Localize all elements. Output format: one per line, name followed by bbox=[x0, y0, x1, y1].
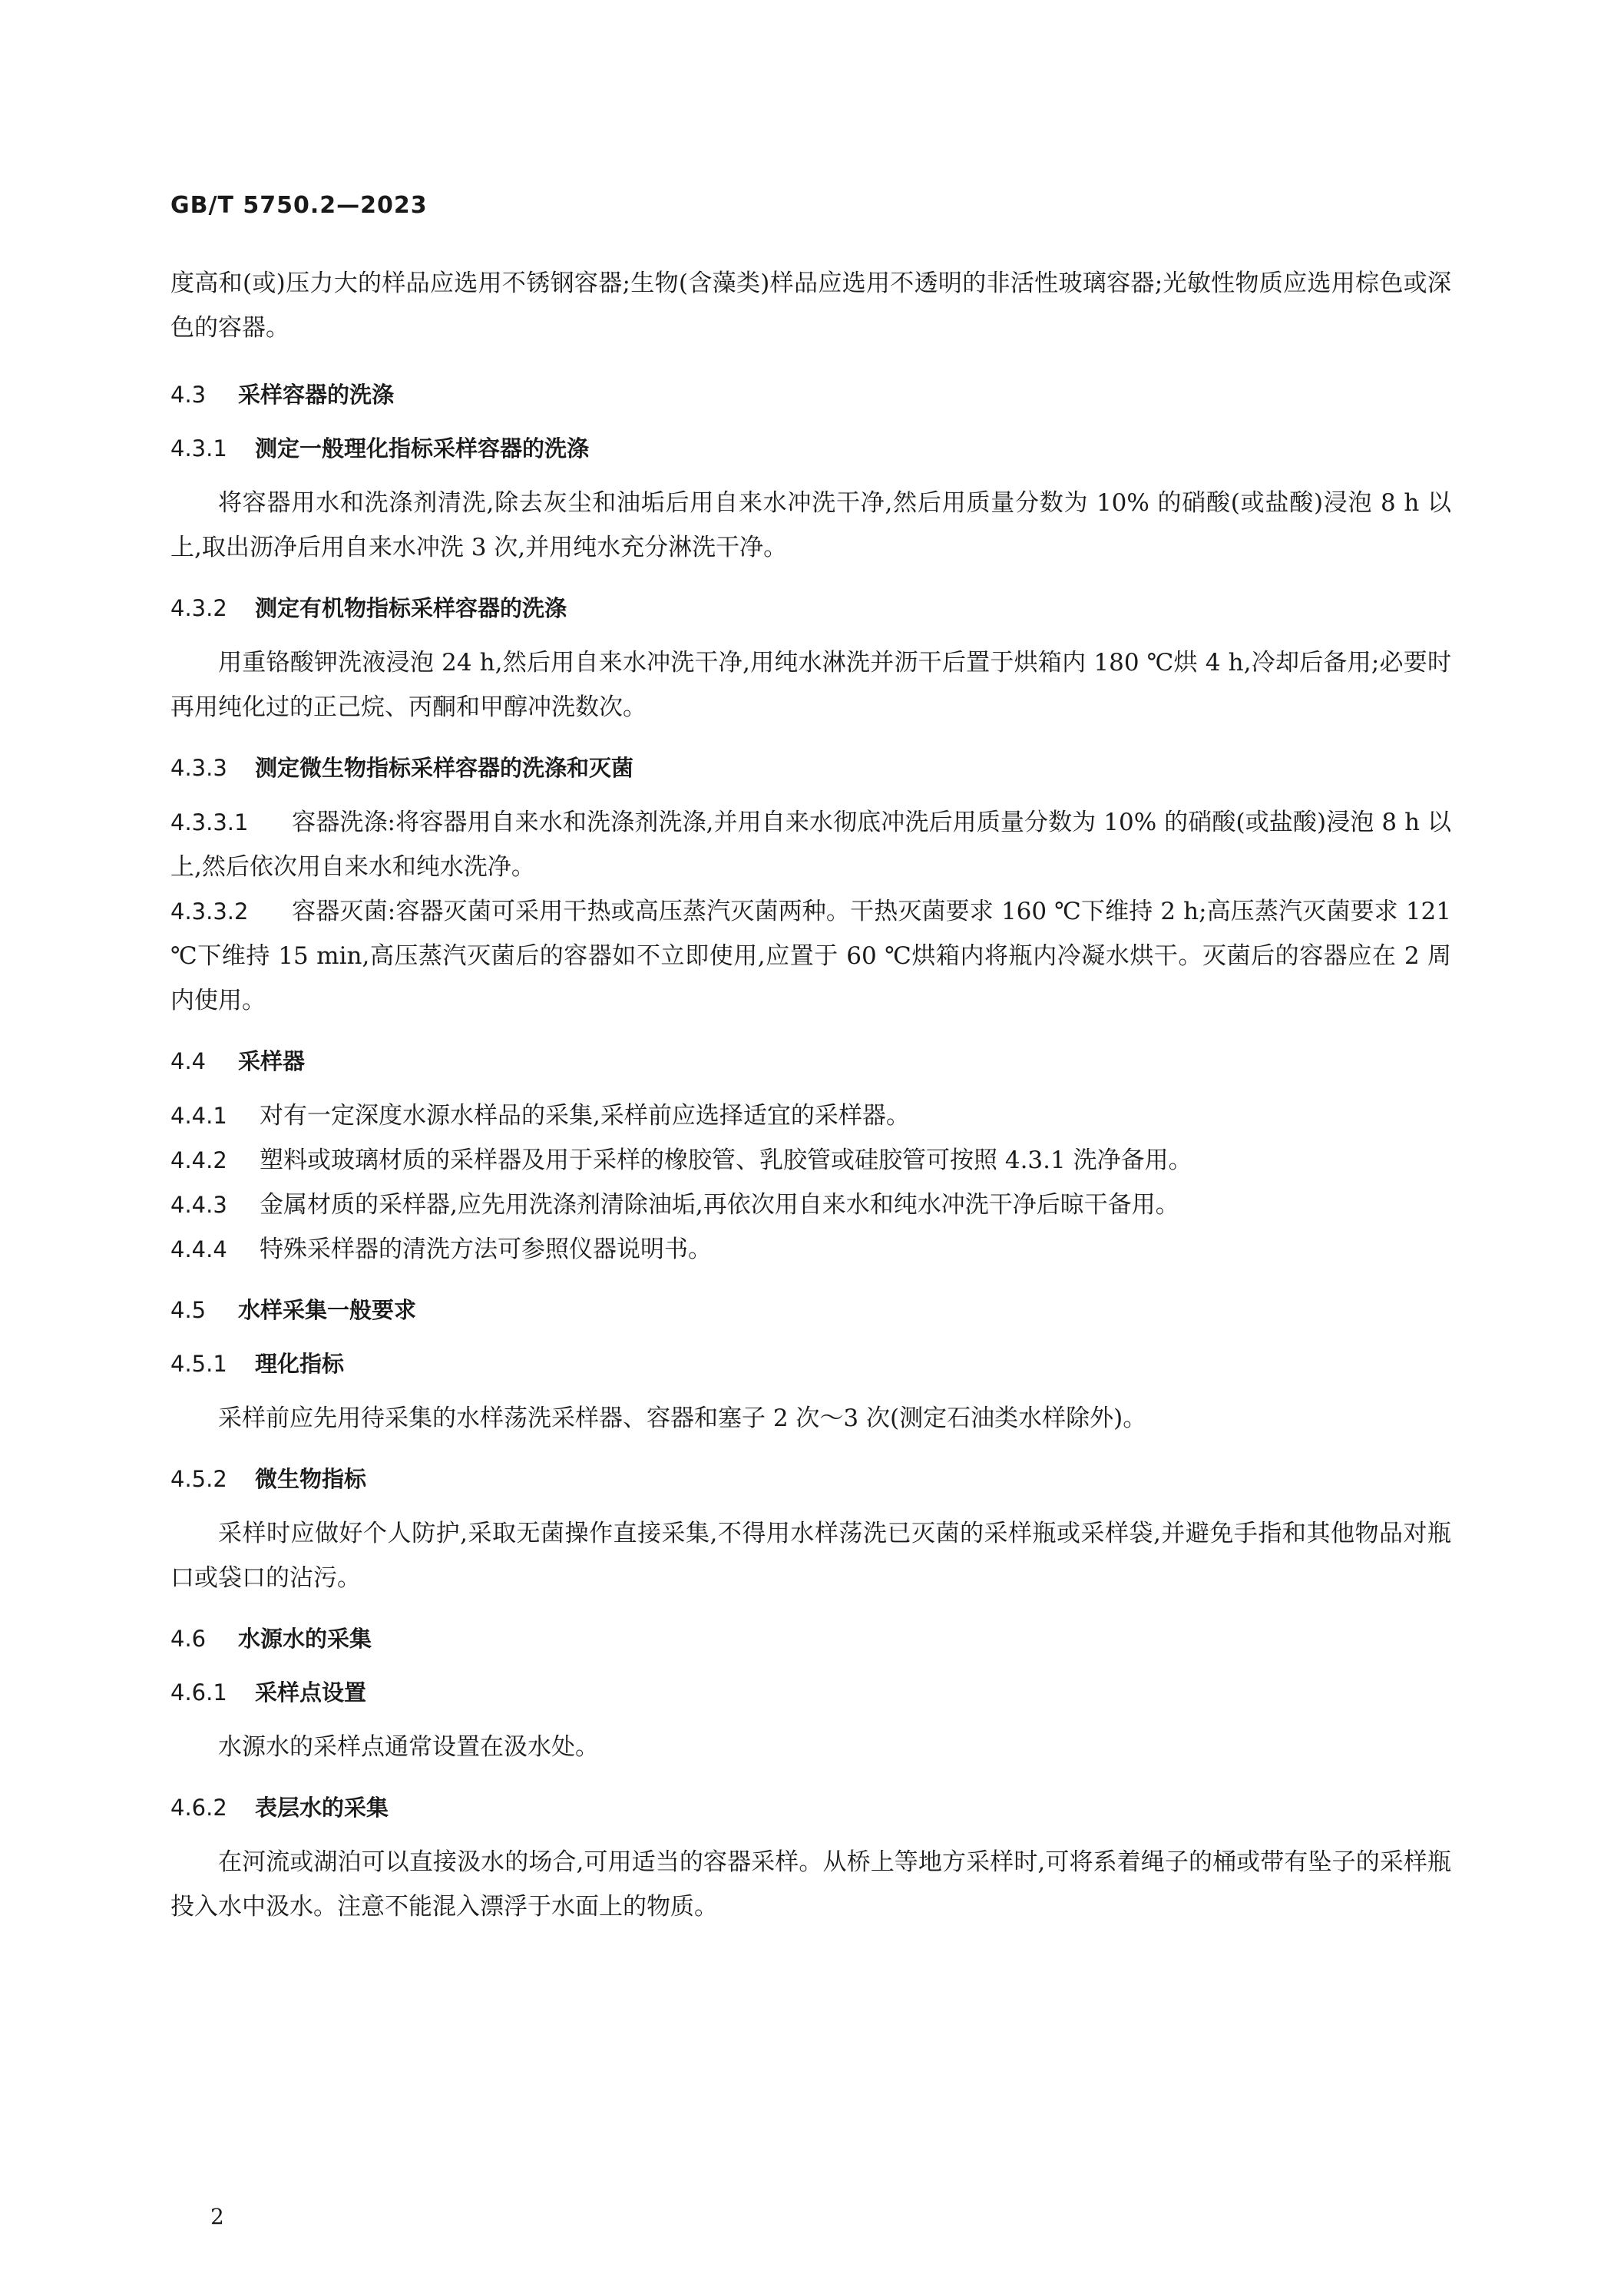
section-number: 4.3.3 bbox=[170, 755, 227, 781]
section-title: 采样点设置 bbox=[255, 1679, 367, 1706]
page-content bbox=[170, 261, 1451, 1929]
section-title: 水源水的采集 bbox=[238, 1626, 372, 1652]
section-heading-4-5-1 bbox=[170, 1348, 1451, 1379]
section-title: 测定一般理化指标采样容器的洗涤 bbox=[255, 435, 590, 462]
section-number: 4.5.1 bbox=[170, 1351, 227, 1377]
section-number: 4.5 bbox=[170, 1297, 207, 1323]
section-number: 4.3.2 bbox=[170, 595, 227, 621]
section-number: 4.6.1 bbox=[170, 1679, 227, 1706]
clause-4-4-4 bbox=[170, 1227, 1451, 1272]
paragraph-4-5-1: 采样前应先用待采集的水样荡洗采样器、容器和塞子 2 次～3 次(测定石油类水样除外)。 bbox=[218, 1405, 1147, 1432]
section-heading-4-6 bbox=[170, 1623, 1451, 1654]
section-number: 4.3.1 bbox=[170, 435, 227, 462]
section-title: 测定微生物指标采样容器的洗涤和灭菌 bbox=[255, 755, 634, 781]
clause-number: 4.4.1 bbox=[170, 1103, 227, 1129]
clause-number: 4.4.4 bbox=[170, 1236, 227, 1262]
standard-code: GB/T 5750.2—2023 bbox=[170, 192, 428, 219]
section-heading-4-3 bbox=[170, 379, 1451, 410]
section-title: 水样采集一般要求 bbox=[238, 1297, 417, 1323]
section-heading-4-3-3 bbox=[170, 753, 1451, 783]
intro-paragraph: 度高和(或)压力大的样品应选用不锈钢容器;生物(含藻类)样品应选用不透明的非活性玻璃容器;光敏性物质应选用棕色或深色的容器。 bbox=[170, 270, 1451, 342]
page-number: 2 bbox=[210, 2204, 224, 2229]
clause-text: 容器灭菌:容器灭菌可采用干热或高压蒸汽灭菌两种。干热灭菌要求 160 ℃下维持 2 h;高压蒸汽灭菌要求 121 ℃下维持 15 min,高压蒸汽灭菌后的容器如不立即使用,应置于 60 ℃烘箱内将瓶内冷凝水烘干。灭菌后的容器应在 2 周内使用。 bbox=[170, 898, 1451, 1014]
section-title: 理化指标 bbox=[255, 1351, 345, 1377]
clause-text: 塑料或玻璃材质的采样器及用于采样的橡胶管、乳胶管或硅胶管可按照 4.3.1 洗净备用。 bbox=[260, 1146, 1192, 1174]
clause-text: 对有一定深度水源水样品的采集,采样前应选择适宜的采样器。 bbox=[260, 1102, 910, 1130]
clause-number: 4.4.2 bbox=[170, 1147, 227, 1173]
clause-number: 4.3.3.1 bbox=[170, 809, 249, 835]
clause-text: 金属材质的采样器,应先用洗涤剂清除油垢,再依次用自来水和纯水冲洗干净后晾干备用。 bbox=[260, 1191, 1179, 1219]
clause-4-4-3 bbox=[170, 1183, 1451, 1227]
section-title: 表层水的采集 bbox=[255, 1795, 389, 1821]
clause-number: 4.4.3 bbox=[170, 1192, 227, 1218]
section-heading-4-5-2 bbox=[170, 1464, 1451, 1494]
section-title: 采样容器的洗涤 bbox=[238, 382, 395, 408]
clause-text: 特殊采样器的清洗方法可参照仪器说明书。 bbox=[260, 1236, 712, 1263]
paragraph-4-6-2: 在河流或湖泊可以直接汲水的场合,可用适当的容器采样。从桥上等地方采样时,可将系着绳子的桶或带有坠子的采样瓶投入水中汲水。注意不能混入漂浮于水面上的物质。 bbox=[170, 1848, 1451, 1921]
section-heading-4-3-1 bbox=[170, 433, 1451, 464]
paragraph-4-3-2: 用重铬酸钾洗液浸泡 24 h,然后用自来水冲洗干净,用纯水淋洗并沥干后置于烘箱内 180 ℃烘 4 h,冷却后备用;必要时再用纯化过的正己烷、丙酮和甲醇冲洗数次。 bbox=[170, 649, 1451, 721]
section-title: 采样器 bbox=[238, 1048, 306, 1074]
paragraph-4-6-1: 水源水的采样点通常设置在汲水处。 bbox=[218, 1733, 599, 1761]
section-number: 4.3 bbox=[170, 382, 207, 408]
clause-number: 4.3.3.2 bbox=[170, 898, 249, 925]
section-heading-4-6-1 bbox=[170, 1677, 1451, 1708]
section-number: 4.6 bbox=[170, 1626, 207, 1652]
section-heading-4-5 bbox=[170, 1295, 1451, 1325]
paragraph-4-3-1: 将容器用水和洗涤剂清洗,除去灰尘和油垢后用自来水冲洗干净,然后用质量分数为 10% 的硝酸(或盐酸)浸泡 8 h 以上,取出沥净后用自来水冲洗 3 次,并用纯水充分淋洗干净。 bbox=[170, 489, 1451, 561]
section-heading-4-6-2 bbox=[170, 1792, 1451, 1823]
clause-4-3-3-1 bbox=[170, 800, 1451, 889]
section-title: 测定有机物指标采样容器的洗涤 bbox=[255, 595, 567, 621]
section-heading-4-3-2 bbox=[170, 593, 1451, 624]
section-heading-4-4 bbox=[170, 1046, 1451, 1077]
clause-4-4-2 bbox=[170, 1138, 1451, 1183]
paragraph-4-5-2: 采样时应做好个人防护,采取无菌操作直接采集,不得用水样荡洗已灭菌的采样瓶或采样袋,并避免手指和其他物品对瓶口或袋口的沾污。 bbox=[170, 1520, 1451, 1592]
section-number: 4.5.2 bbox=[170, 1466, 227, 1492]
clause-4-3-3-2 bbox=[170, 889, 1451, 1023]
clause-4-4-1 bbox=[170, 1094, 1451, 1138]
section-number: 4.6.2 bbox=[170, 1795, 227, 1821]
section-number: 4.4 bbox=[170, 1048, 207, 1074]
section-title: 微生物指标 bbox=[255, 1466, 367, 1492]
clause-text: 容器洗涤:将容器用自来水和洗涤剂洗涤,并用自来水彻底冲洗后用质量分数为 10% 的硝酸(或盐酸)浸泡 8 h 以上,然后依次用自来水和纯水洗净。 bbox=[170, 809, 1451, 881]
